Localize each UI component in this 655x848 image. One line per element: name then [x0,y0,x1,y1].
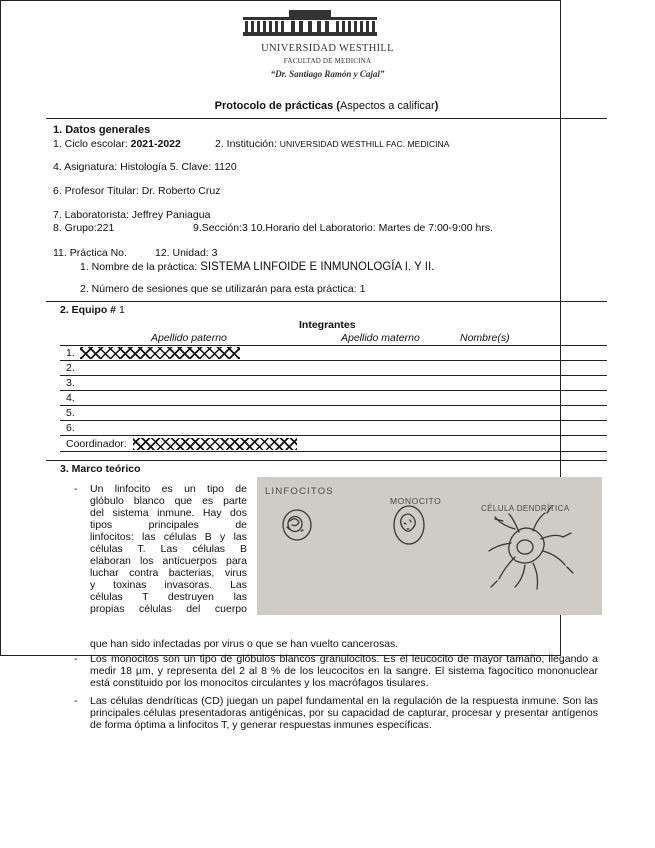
table-row-number: 1. [66,347,75,359]
divider [46,460,607,461]
section-heading-datos: 1. Datos generales [53,124,151,136]
bullet-dash: - [74,695,78,707]
table-row-border [60,405,607,406]
table-row-border [60,420,607,421]
numero-sesiones: 2. Número de sesiones que se utilizarán para esta práctica: 1 [80,283,366,295]
table-row-border [60,451,607,452]
laboratorista: 7. Laboratorista: Jeffrey Paniagua [53,209,211,221]
paragraph-linfocito: Un linfocito es un tipo de glóbulo blanco que es parte del sistema inmune. Hay dos tipos principales de linfocitos: las células B y las células T. Las células B elaboran los anticuerpos para luchar contra bacterias, virus y toxinas invasoras. Las células T destruyen las propias células del cuerpo [90,483,247,615]
university-name: UNIVERSIDAD WESTHILL [261,43,394,54]
nombre-practica: 1. Nombre de la práctica: SISTEMA LINFOIDE E INMUNOLOGÍA I. Y II. [80,261,435,273]
bullet-dash: - [74,653,78,665]
divider [46,118,607,119]
col-nombres: Nombre(s) [460,332,510,344]
table-row-border [60,345,607,346]
seccion-horario: 9.Sección:3 10.Horario del Laboratorio: Martes de 7:00-9:00 hrs. [193,222,494,234]
integrantes-label: Integrantes [299,319,356,331]
table-row-border [60,390,607,391]
col-apellido-paterno: Apellido paterno [151,332,227,344]
cells-drawing [257,477,602,615]
institucion: 2. Institución: UNIVERSIDAD WESTHILL FAC. MEDICINA [215,138,450,150]
paragraph-monocitos: Los monocitos son un tipo de glóbulos blancos granulocitos. Es el leucocito de mayor tamaño, llegando a medir 18 µm, y representa del 2 al 8 % de los leucocitos en la sangre. El sistema fagocítico mononuclear está constituido por los monocitos circulantes y los macrófagos tisulares. [90,653,598,689]
practica-no: 11. Práctica No. [53,247,127,259]
table-row-border [60,360,607,361]
table-row-number: 2. [66,362,75,374]
table-row-number: 3. [66,377,75,389]
label-monocito: MONOCITO [390,496,442,506]
ciclo-escolar: 1. Ciclo escolar: 2021-2022 [53,138,181,150]
label-dendritica: CÉLULA DENDRÍTICA [481,504,570,513]
divider [46,301,607,302]
label-linfocitos: LINFOCITOS [265,486,334,497]
table-row-number: 4. [66,392,75,404]
redacted-coordinator [133,438,297,450]
table-row-border [60,375,607,376]
section-heading-marco: 3. Marco teórico [60,463,141,475]
coordinador-label: Coordinador: [66,438,127,450]
section-heading-equipo: 2. Equipo # 1 [60,304,125,316]
unidad: 12. Unidad: 3 [155,247,218,259]
university-logo [243,10,377,36]
bullet-dash: - [74,483,78,495]
page-title: Protocolo de prácticas (Aspectos a calificar) [214,100,439,112]
paragraph-dendriticas: Las células dendríticas (CD) juegan un papel fundamental en la regulación de la respuesta inmune. Son las principales células presentadoras antigénicas, por su capacidad de capturar, procesar y presentar antígenos de forma óptima a linfocitos T, y generar respuestas inmunes específicas. [90,695,598,731]
paragraph-linfocito-end: que han sido infectadas por virus o que se han vuelto cancerosas. [90,638,399,650]
table-row-border [60,435,607,436]
table-row-number: 5. [66,407,75,419]
redacted-name [80,347,240,359]
asignatura: 4. Asignatura: Histología 5. Clave: 1120 [53,161,237,173]
col-apellido-materno: Apellido materno [341,332,420,344]
faculty-name: FACULTAD DE MEDICINA [283,57,372,65]
profesor-titular: 6. Profesor Titular: Dr. Roberto Cruz [53,185,221,197]
table-row-number: 6. [66,422,75,434]
grupo: 8. Grupo:221 [53,222,115,234]
faculty-patron: “Dr. Santiago Ramón y Cajal” [270,69,385,79]
